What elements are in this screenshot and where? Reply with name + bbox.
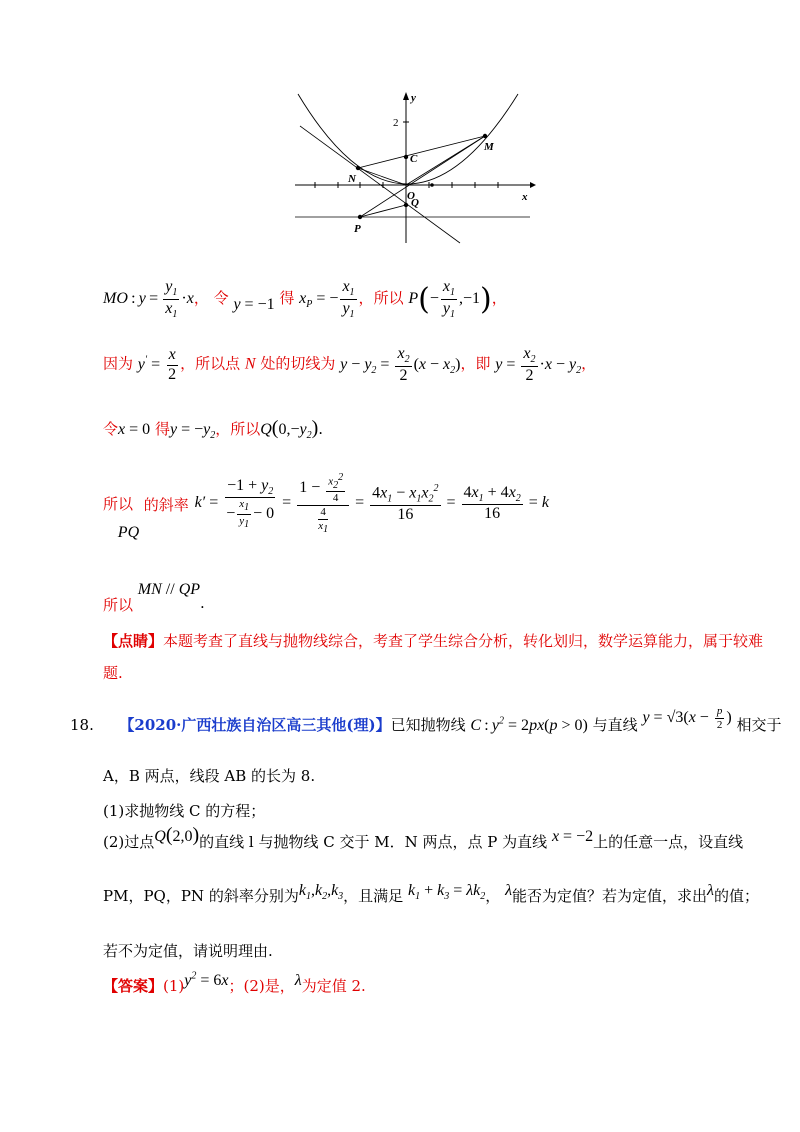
label-N: N — [348, 173, 356, 185]
eq-mo: MO : y = $\frac{y_1}{x_1}$ ·x — [103, 278, 194, 320]
answer-tag: 【答案】 — [103, 977, 164, 995]
segment-PM — [360, 136, 485, 217]
segment-MN — [358, 136, 485, 168]
dianjing-tag: 【点睛】 — [103, 632, 164, 650]
label-x: x — [522, 191, 528, 203]
problem-number: 18. — [70, 715, 94, 734]
solution-line-q: 令x = 0 得$y = -y_2$，所以$Q(0,-y_2)$. — [103, 417, 324, 442]
x-axis-arrow — [530, 182, 536, 188]
point-P — [358, 215, 362, 219]
segment-MO — [406, 136, 485, 185]
y-axis-arrow — [403, 92, 409, 100]
problem-18-line5: 若不为定值，请说明理由. — [103, 942, 273, 960]
problem-18-q1: (1)求抛物线 C 的方程； — [103, 802, 266, 820]
answer-line: 【答案】$(1)y^2 = 6x$；(2)是，λ为定值 2. — [103, 970, 366, 995]
solution-line-tangent: 因为 y′ = $\frac{x}{2}$ ，所以点 N 处的切线为 $y - y_2$ = $\frac{x_2}{2}$ $(x - x_2)$，即 y = $\frac{x_2}{2}$ $\cdot x - y_2$， — [103, 345, 597, 384]
label-2: 2 — [393, 117, 399, 129]
label-y: y — [411, 92, 416, 104]
point-M — [483, 134, 487, 138]
label-Q: Q — [411, 197, 419, 209]
solution-line-mo: MO : y = $\frac{y_1}{x_1}$ ·x， 令 y = −1 得 $x_P$ = − $\frac{x_1}{y_1}$ ，所以 P(− $\frac{x_1}{y_1}$ ,−1)， — [103, 278, 507, 320]
problem-18-line1: 18. 【2020·广西壮族自治区高三其他(理)】已知抛物线 C : $y^2 = 2px(p > 0)$ 与直线 y = √3(x − $\frac{p}{2}$ ) 相交于 — [70, 705, 782, 734]
label-C: C — [410, 153, 418, 165]
segment-PQ — [360, 205, 406, 217]
solution-line-parallel: 所以 MN // QP. — [103, 581, 205, 614]
point-Q — [404, 203, 408, 207]
problem-source: 【2020·广西壮族自治区高三其他(理)】 — [119, 715, 391, 734]
label-M: M — [484, 141, 494, 153]
problem-18-q2: (2)过点Q(2,0)的直线 l 与抛物线 C 交于 M．N 两点，点 P 为直线 x = −2上的任意一点，设直线 — [103, 824, 744, 851]
point-N — [356, 166, 360, 170]
label-O: O — [407, 190, 415, 202]
point-C — [404, 155, 408, 159]
parabola-figure — [290, 88, 540, 248]
point-extra — [430, 183, 434, 187]
problem-18-line2: A，B 两点，线段 AB 的长为 8. — [103, 767, 316, 785]
dianjing-tail: 题. — [103, 664, 123, 682]
dianjing-note — [103, 630, 763, 651]
segment-NO — [358, 168, 406, 185]
solution-line-slope: 所以 的斜率 PQ k′ = $-1 + y_2$ − $\frac{x_1}{y_1}$ − 0 = 1 − $\frac{x_2^2}{4}$ $\frac{4}{x_1}$ = $\frac{4x_1 - x_1x_2^2}{16}$ = $\frac{4x_1 + 4x_2}{16}$ = k — [103, 472, 549, 541]
parabola-curve — [298, 94, 518, 184]
label-P: P — [354, 223, 361, 235]
dianjing-body: 本题考查了直线与抛物线综合，考查了学生综合分析，转化划归，数学运算能力，属于较难 — [163, 632, 764, 650]
problem-18-line4: PM，PQ，PN 的斜率分别为$k_1,k_2,k_3$，且满足 $k_1 + k_3 = \lambda k_2$， λ能否为定值？若为定值，求出λ的值； — [103, 882, 759, 905]
